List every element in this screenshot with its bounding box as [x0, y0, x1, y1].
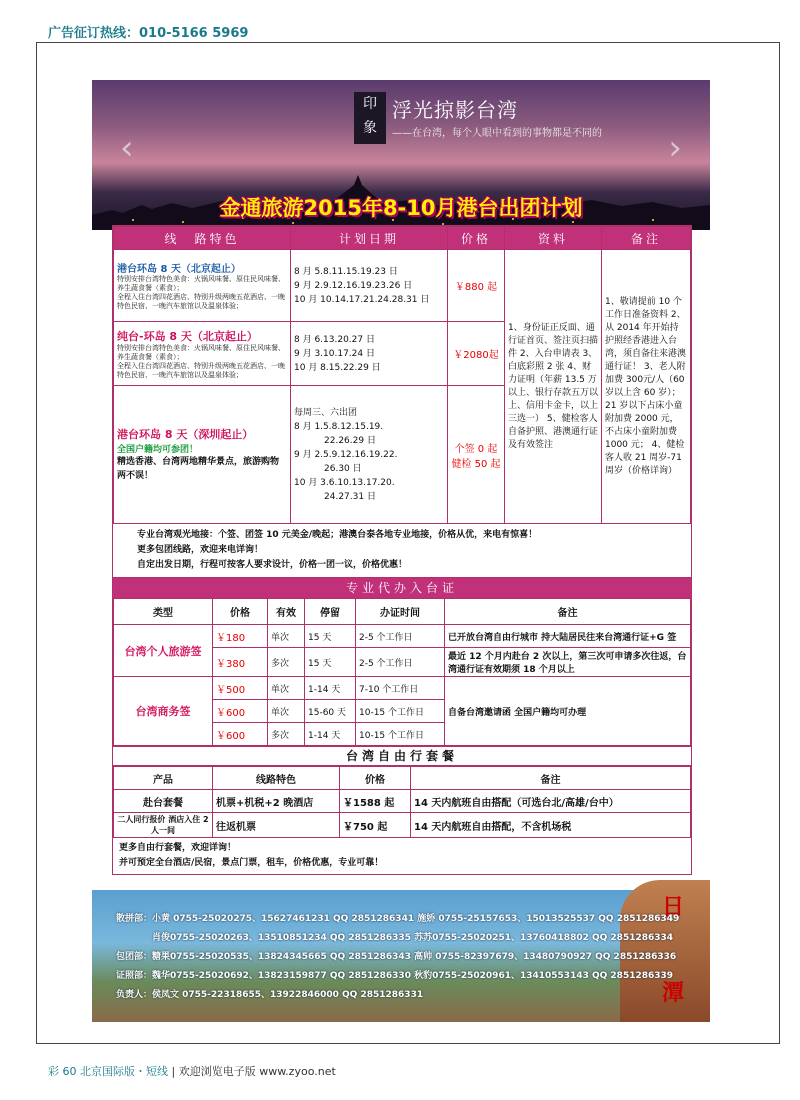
contact-line: 负责人：侯凤文 0755-22318655、13922846000 QQ 2851286331 [116, 990, 424, 1000]
date-line: 10 月 3.6.10.13.17.20. [294, 477, 395, 488]
logo-seal [354, 92, 386, 144]
visa-note: 已开放台湾自由行城市 持大陆居民往来台湾通行证+G 签 [445, 625, 691, 648]
free-price: ￥1588 起 [340, 790, 411, 813]
promo-line: 专业台湾观光地接：个签、团签 10 元美金/晚起；港澳台泰各地专业地接，价格从优，来电有惊喜！ [137, 530, 538, 540]
promo-line: 更多包团线路，欢迎来电详询！ [137, 545, 264, 555]
visa-price: ￥180 [213, 625, 268, 648]
col-header: 办证时间 [356, 599, 445, 625]
visa-time: 2-5 个工作日 [356, 648, 445, 677]
dates-cell [291, 250, 448, 322]
notes-cell: 1、敬请提前 10 个工作日准备资料 2、从 2014 年开始持护照经香港进入台湾，须自备往来港澳通行证！ 3、老人附加费 300元/人（60 岁以上含 60 岁）；21 岁以下占床小童附加费 2000 元，不占床小童附加费 1000 元； 4、健检客人收 21 周岁-71 周岁（价格详询） [602, 250, 691, 524]
col-header: 类型 [114, 599, 213, 625]
col-header: 计划日期 [291, 227, 448, 250]
rock-char: 潭 [661, 981, 684, 1006]
date-line: 8 月 6.13.20.27 日 [294, 334, 375, 345]
col-header: 价格 [448, 227, 505, 250]
free-feature: 往返机票 [213, 813, 340, 838]
visa-valid: 单次 [268, 625, 305, 648]
free-product: 赴台套餐 [114, 790, 213, 813]
free-product: 二人同行报价 酒店入住 2 人一间 [114, 813, 213, 838]
logo-char: 印 [363, 96, 377, 112]
visa-price: ￥600 [213, 723, 268, 746]
col-header: 价格 [340, 767, 411, 790]
visa-note: 自备台湾邀请函 全国户籍均可办理 [445, 677, 691, 746]
free-band: 台湾自由行套餐 [113, 746, 691, 766]
visa-note: 最近 12 个月内赴台 2 次以上，第三次可申请多次往返，台湾通行证有效期须 18 个月以上 [445, 648, 691, 677]
visa-valid: 多次 [268, 723, 305, 746]
route-desc: 精选香港、台湾两地精华景点，旅游购物两不误！ [117, 457, 280, 481]
visa-price: ￥380 [213, 648, 268, 677]
date-line: 26.30 日 [324, 463, 362, 474]
col-header: 资料 [505, 227, 602, 250]
date-line: 8 月 1.5.8.12.15.19. [294, 421, 384, 432]
visa-stay: 15 天 [305, 625, 356, 648]
date-line: 9 月 2.9.12.16.19.23.26 日 [294, 280, 413, 291]
date-line: 9 月 2.5.9.12.16.19.22. [294, 449, 398, 460]
free-note: 14 天内航班自由搭配，不含机场税 [411, 813, 691, 838]
plan-container [112, 225, 692, 875]
date-line: 10 月 10.14.17.21.24.28.31 日 [294, 294, 430, 305]
date-line: 8 月 5.8.11.15.19.23 日 [294, 266, 398, 277]
visa-valid: 单次 [268, 677, 305, 700]
visa-type: 台湾个人旅游签 [114, 625, 213, 677]
route-title: 港台环岛 8 天（深圳起止） [117, 428, 254, 441]
contact-line: 肖俊0755-25020263、13510851234 QQ 2851286335 苏苏0755-25020251、13760418802 QQ 2851286334 [116, 933, 674, 943]
visa-stay: 15-60 天 [305, 700, 356, 723]
route-desc: 特别安排台湾特色美食：火锅风味餐、原住民风味餐、养生蔬食餐（素食）； [117, 343, 285, 361]
col-header: 线 路特色 [114, 227, 291, 250]
promo-text [113, 524, 691, 577]
price-cell: 个签 0 起 健检 50 起 [448, 386, 505, 524]
route-desc: 全国户籍均可参团！ [117, 445, 199, 455]
col-header: 备注 [411, 767, 691, 790]
contact-line: 证照部：魏华0755-25020692、13823159877 QQ 2851286330 秋豹0755-25020961、13410553143 QQ 2851286339 [116, 971, 674, 981]
hotline: 广告征订热线：010-5166 5969 [48, 26, 249, 41]
headline: 金通旅游2015年8-10月港台出团计划 [219, 196, 583, 220]
free-extra-line: 更多自由行套餐，欢迎详询！ [119, 843, 237, 853]
col-header: 备注 [602, 227, 691, 250]
plan-table [113, 226, 691, 524]
route-title: 纯台-环岛 8 天（北京起止） [117, 329, 258, 343]
visa-stay: 1-14 天 [305, 677, 356, 700]
table-row [114, 790, 691, 813]
table-row [114, 813, 691, 838]
route-title: 港台环岛 8 天（北京起止） [117, 264, 241, 275]
promo-line: 自定出发日期，行程可按客人要求设计，价格一团一议，价格优惠！ [137, 560, 408, 570]
banner [92, 80, 710, 230]
visa-stay: 15 天 [305, 648, 356, 677]
table-row [114, 250, 691, 322]
free-price: ￥750 起 [340, 813, 411, 838]
prev-arrow-icon[interactable]: ‹ [120, 128, 134, 168]
route-desc: 特别安排台湾特色美食：火锅风味餐、原住民风味餐、养生蔬食餐（素食）； [117, 275, 285, 292]
date-line: 10 月 8.15.22.29 日 [294, 362, 381, 373]
table-row [114, 625, 691, 648]
logo-char: 象 [363, 120, 377, 136]
visa-valid: 单次 [268, 700, 305, 723]
next-arrow-icon[interactable]: › [668, 128, 682, 168]
route-cell [114, 386, 291, 524]
date-line: 22.26.29 日 [324, 435, 376, 446]
visa-time: 10-15 个工作日 [356, 723, 445, 746]
visa-time: 7-10 个工作日 [356, 677, 445, 700]
website[interactable]: | 欢迎浏览电子版 www.zyoo.net [171, 1065, 336, 1078]
banner-subtitle: ——在台湾，每个人眼中看到的事物都是不同的 [392, 128, 602, 139]
contact-line: 包团部：糖果0755-25020535、13824345665 QQ 2851286343 高帅 0755-82397679、13480790927 QQ 2851286336 [116, 952, 677, 962]
rock-char: 日 [661, 895, 684, 920]
visa-band: 专业代办入台证 [113, 577, 691, 598]
visa-stay: 1-14 天 [305, 723, 356, 746]
visa-price: ￥500 [213, 677, 268, 700]
route-desc: 全程入住台湾四花酒店、特别升级两晚五花酒店、一晚特色民宿、一晚汽车旅馆以及温泉体验； [117, 293, 285, 310]
free-note: 14 天内航班自由搭配（可选台北/高雄/台中） [411, 790, 691, 813]
banner-title: 浮光掠影台湾 [392, 98, 518, 122]
col-header: 价格 [213, 599, 268, 625]
edition: 北京国际版・短线 [80, 1065, 168, 1078]
dates-cell [291, 322, 448, 386]
route-cell [114, 250, 291, 322]
price-cell: ￥880 起 [448, 250, 505, 322]
free-extra-line: 并可预定全台酒店/民宿，景点门票，租车，价格优惠，专业可靠！ [119, 858, 384, 868]
table-row [114, 677, 691, 700]
dates-cell [291, 386, 448, 524]
visa-valid: 多次 [268, 648, 305, 677]
free-table [113, 766, 691, 838]
price-cell: ￥2080起 [448, 322, 505, 386]
col-header: 备注 [445, 599, 691, 625]
date-line: 每周三、六出团 [294, 407, 358, 418]
page-footer [48, 1063, 336, 1079]
materials-cell: 1、身份证正反面、通行证首页、签注页扫描件 2、入台申请表 3、白底彩照 2 张 4、财力证明（年薪 13.5 万以上、银行存款五万以上、信用卡金卡，以上三选一） 5、健检客人自备护照、港澳通行证及有效签注 [505, 250, 602, 524]
date-line: 24.27.31 日 [324, 491, 376, 502]
visa-type: 台湾商务签 [114, 677, 213, 746]
visa-price: ￥600 [213, 700, 268, 723]
advertisement [92, 80, 710, 1022]
col-header: 产品 [114, 767, 213, 790]
route-cell [114, 322, 291, 386]
page-number: 彩 60 [48, 1065, 77, 1078]
contact-line: 散拼部：小黄 0755-25020275、15627461231 QQ 2851286341 施娇 0755-25157653、15013525537 QQ 2851286349 [116, 914, 680, 924]
date-line: 9 月 3.10.17.24 日 [294, 348, 375, 359]
contacts [116, 910, 679, 1005]
visa-time: 10-15 个工作日 [356, 700, 445, 723]
col-header: 有效 [268, 599, 305, 625]
col-header: 线路特色 [213, 767, 340, 790]
free-extra [113, 838, 691, 874]
col-header: 停留 [305, 599, 356, 625]
visa-table [113, 598, 691, 746]
route-desc: 全程入住台湾四花酒店、特别升级两晚五花酒店、一晚特色民宿、一晚汽车旅馆以及温泉体验； [117, 361, 285, 379]
visa-time: 2-5 个工作日 [356, 625, 445, 648]
free-feature: 机票+机税+2 晚酒店 [213, 790, 340, 813]
